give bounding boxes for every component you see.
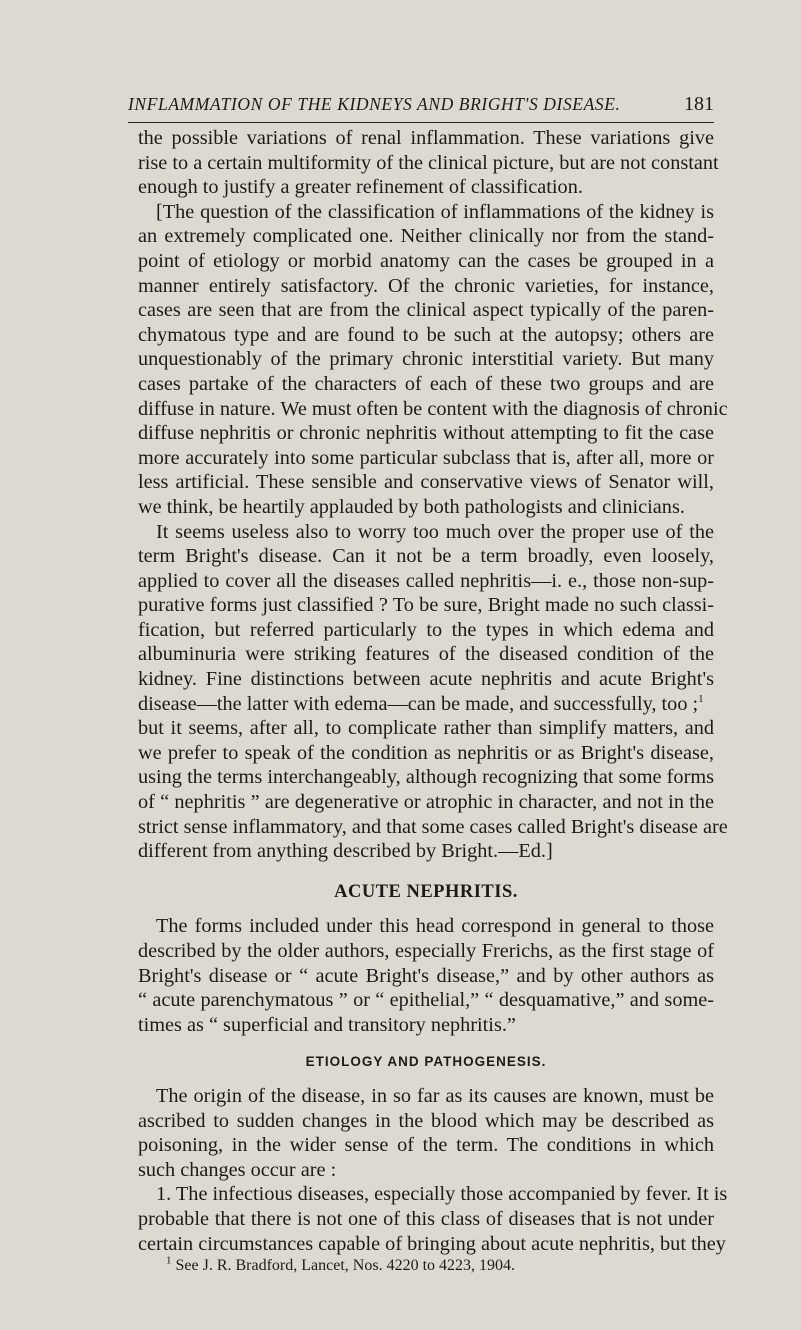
text-line: strict sense inflammatory, and that some cases called Bright's disease are — [138, 815, 728, 838]
footnote-text: See J. R. Bradford, Lancet, Nos. 4220 to 4223, 1904. — [175, 1257, 516, 1275]
text-line: point of etiology or morbid anatomy can the cases be grouped in a — [138, 249, 714, 272]
section-heading: ACUTE NEPHRITIS. — [334, 881, 518, 902]
text-line: we think, be heartily applauded by both pathologists and clinicians. — [138, 495, 685, 518]
text-line: cases partake of the characters of each of these two groups and are — [138, 372, 714, 395]
text-line: of “ nephritis ” are degenerative or atrophic in character, and not in the — [138, 791, 714, 814]
footnote — [138, 1256, 714, 1276]
text-line: but it seems, after all, to complicate rather than simplify matters, and — [138, 717, 714, 740]
page-body — [138, 126, 728, 1276]
text-line: probable that there is not one of this class of diseases that is not under — [138, 1207, 714, 1230]
text-line: [The question of the classification of inflammations of the kidney is — [156, 200, 714, 223]
text-line: cases are seen that are from the clinical aspect typically of the paren- — [138, 299, 714, 322]
running-head: INFLAMMATION OF THE KIDNEYS AND BRIGHT'S DISEASE. — [128, 94, 621, 114]
paragraph — [138, 126, 719, 200]
text-line: we prefer to speak of the condition as nephritis or as Bright's disease, — [138, 741, 714, 764]
text-line: The origin of the disease, in so far as its causes are known, must be — [156, 1084, 714, 1107]
page-number: 181 — [684, 93, 714, 115]
text-line: diffuse in nature. We must often be content with the diagnosis of chronic — [138, 397, 728, 420]
text-line: “ acute parenchymatous ” or “ epithelial,” “ desquamative,” and some- — [138, 989, 714, 1012]
text-line: unquestionably of the primary chronic interstitial variety. But many — [138, 348, 714, 371]
text-line — [138, 692, 714, 717]
text-line: enough to justify a greater refinement of classification. — [138, 176, 583, 199]
text-line: chymatous type and are found to be such at the autopsy; others are — [138, 323, 714, 346]
text-line: poisoning, in the wider sense of the term. The conditions in which — [138, 1134, 714, 1157]
text-line: diffuse nephritis or chronic nephritis without attempting to fit the case — [138, 422, 714, 445]
paragraph — [138, 1084, 714, 1182]
paragraph — [138, 1182, 728, 1256]
paragraph — [138, 200, 728, 520]
page-header — [128, 86, 714, 123]
text-line: different from anything described by Bright.—Ed.] — [138, 840, 553, 863]
text-line: certain circumstances capable of bringing about acute nephritis, but they — [138, 1232, 726, 1255]
text-line: applied to cover all the diseases called nephritis—i. e., those non-sup- — [138, 569, 714, 592]
text-line: 1. The infectious diseases, especially those accompanied by fever. It is — [156, 1183, 728, 1206]
text-line: Bright's disease or “ acute Bright's disease,” and by other authors as — [138, 964, 714, 987]
footnote-marker: 1 — [166, 1254, 172, 1267]
text-line: term Bright's disease. Can it not be a term broadly, even loosely, — [138, 545, 714, 568]
text-line: albuminuria were striking features of the diseased condition of the — [138, 643, 714, 666]
text-line: times as “ superficial and transitory nephritis.” — [138, 1013, 516, 1036]
text-line: The forms included under this head correspond in general to those — [156, 915, 714, 938]
text-line-content: disease—the latter with edema—can be made, and successfully, too ; — [138, 692, 699, 715]
text-line: more accurately into some particular subclass that is, after all, more or — [138, 446, 714, 469]
text-line: less artificial. These sensible and conservative views of Senator will, — [138, 471, 714, 494]
text-line: purative forms just classified ? To be sure, Bright made no such classi- — [138, 594, 714, 617]
text-line: fication, but referred particularly to the types in which edema and — [138, 618, 714, 641]
paragraph — [138, 914, 714, 1037]
footnote-reference[interactable]: 1 — [698, 692, 704, 705]
subsection-heading: ETIOLOGY AND PATHOGENESIS. — [305, 1054, 547, 1070]
text-line: kidney. Fine distinctions between acute nephritis and acute Bright's — [138, 668, 714, 691]
text-line: manner entirely satisfactory. Of the chronic varieties, for instance, — [138, 274, 714, 297]
text-line: rise to a certain multiformity of the clinical picture, but are not constant — [138, 151, 719, 174]
text-line: It seems useless also to worry too much over the proper use of the — [156, 520, 714, 543]
text-line: such changes occur are : — [138, 1158, 337, 1181]
text-line: the possible variations of renal inflammation. These variations give — [138, 127, 714, 149]
text-line: using the terms interchangeably, although recognizing that some forms — [138, 766, 714, 789]
text-line: an extremely complicated one. Neither clinically nor from the stand- — [138, 225, 714, 248]
text-line: ascribed to sudden changes in the blood which may be described as — [138, 1109, 714, 1132]
paragraph — [138, 520, 728, 864]
text-line: described by the older authors, especially Frerichs, as the first stage of — [138, 940, 714, 962]
